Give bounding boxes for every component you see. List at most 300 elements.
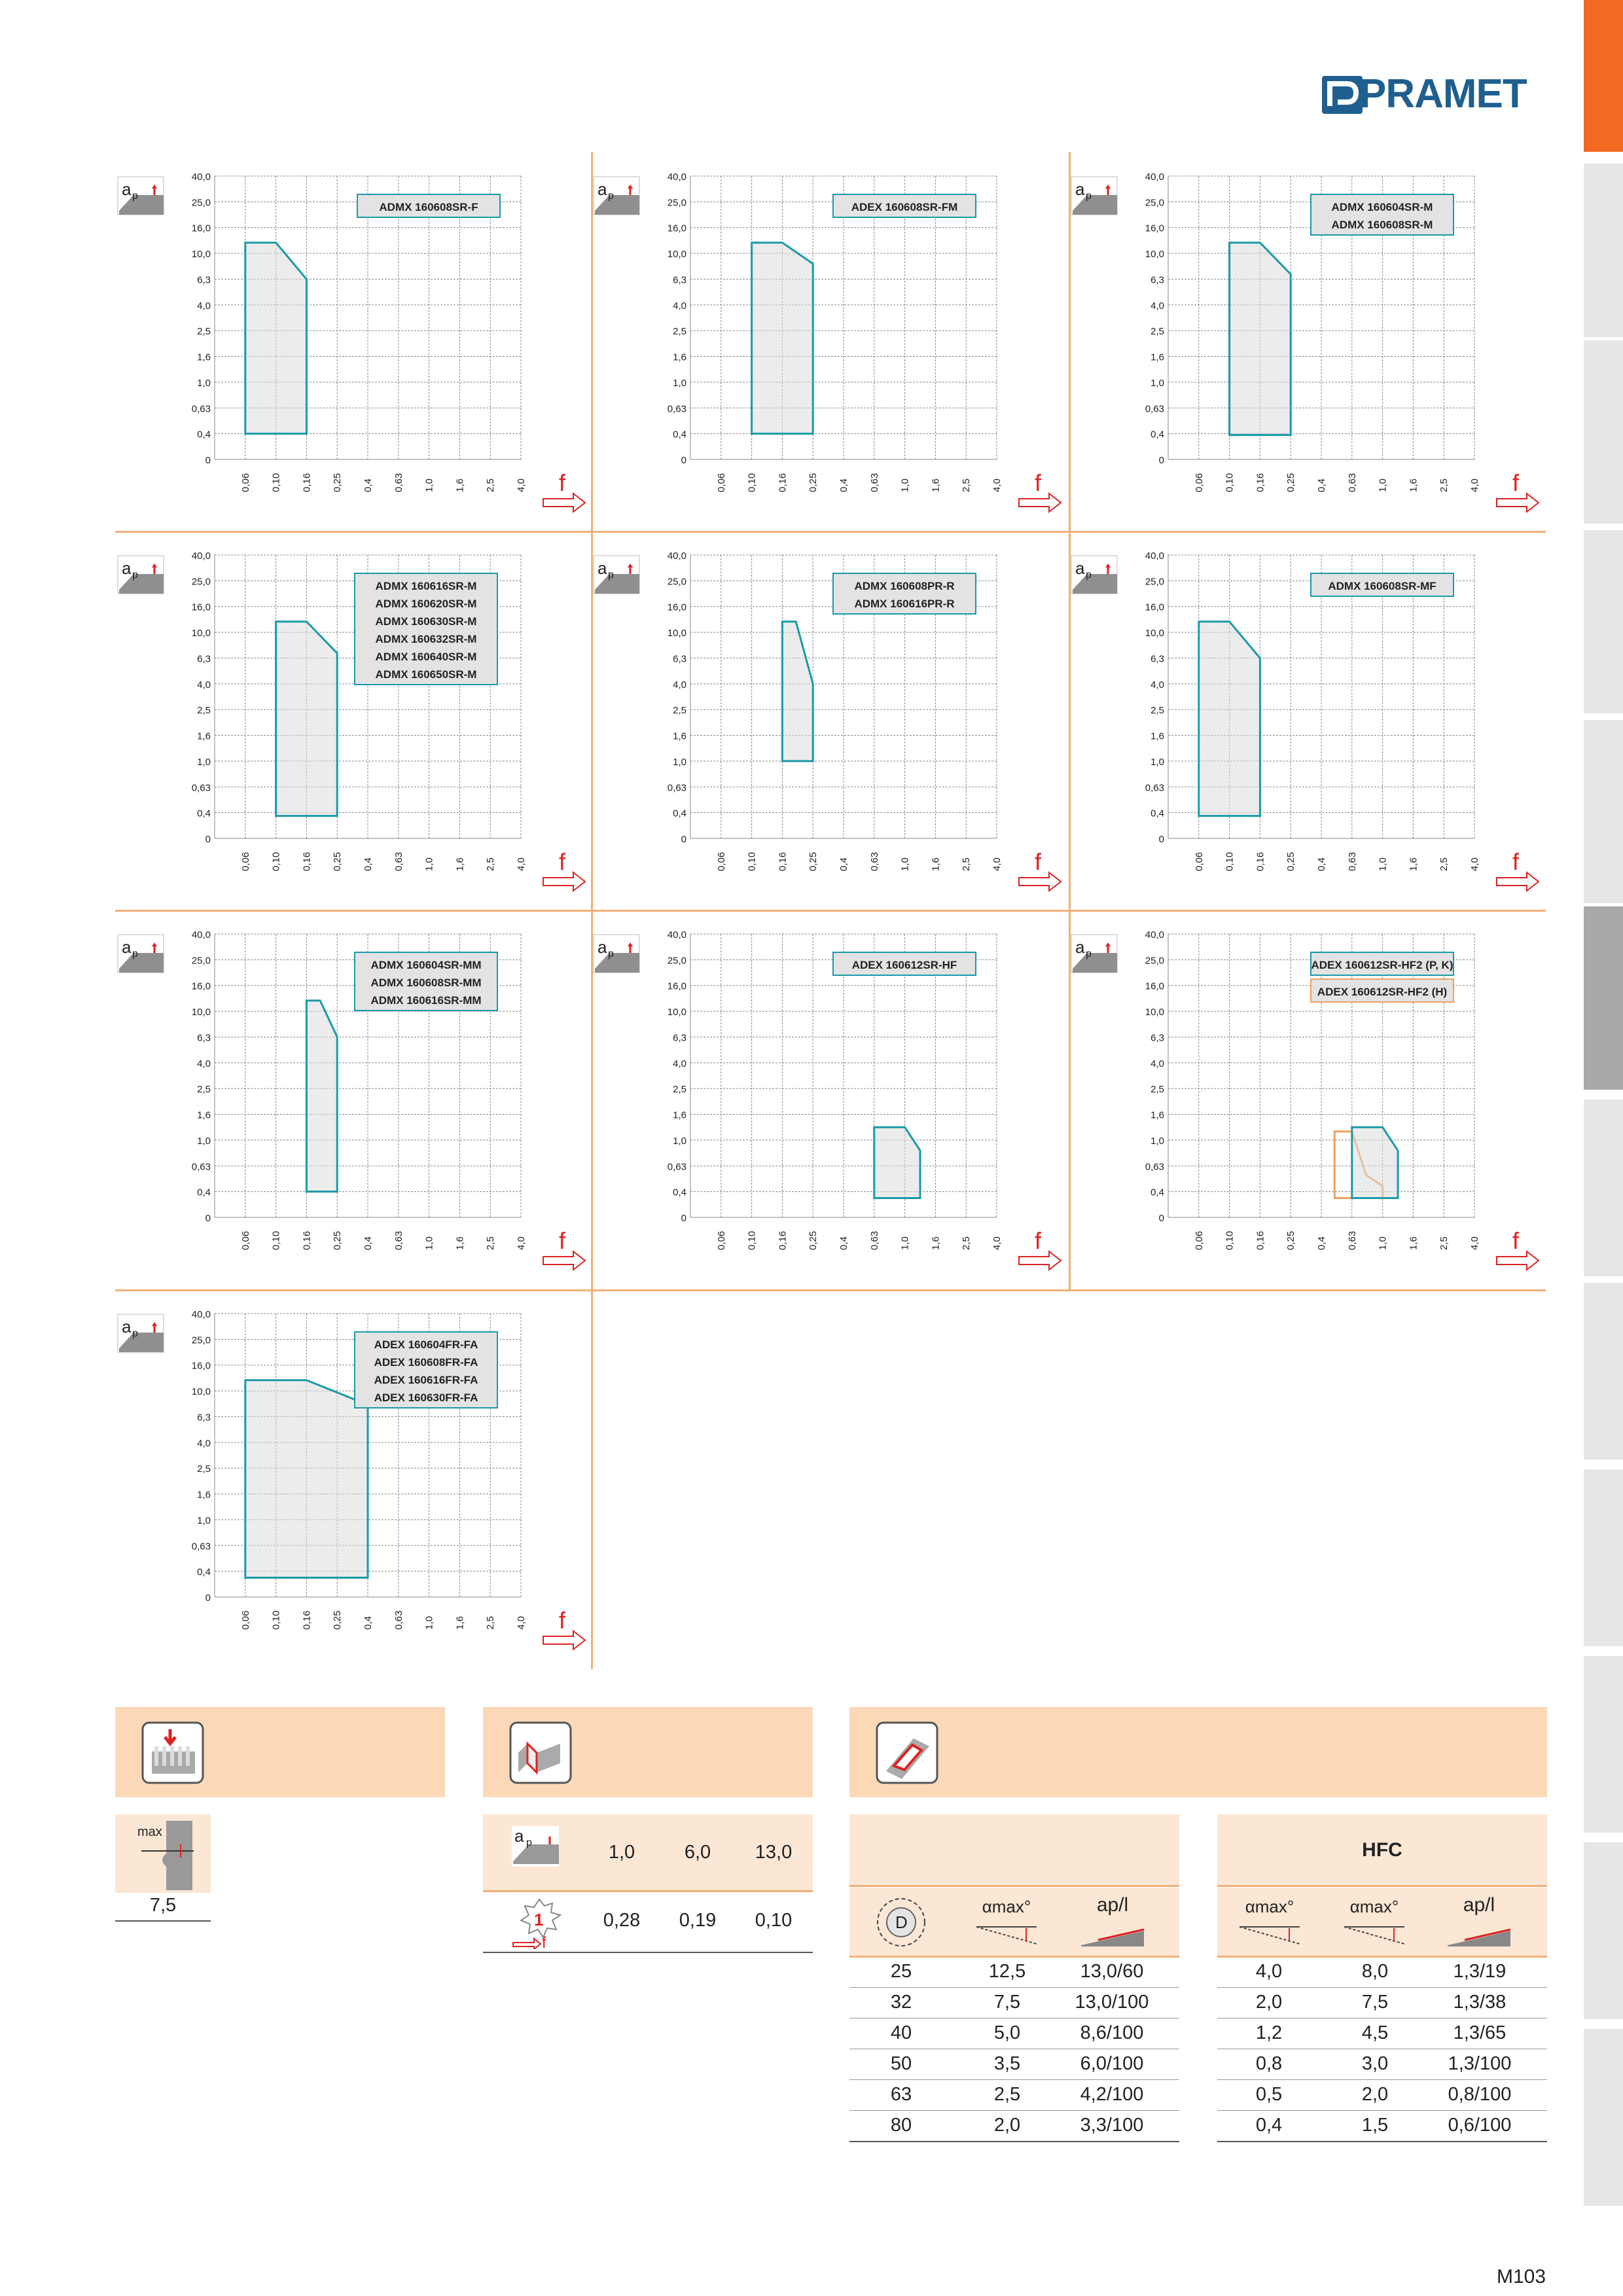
x-tick-label: 0,25: [332, 1610, 344, 1630]
row-divider: [483, 1890, 813, 1892]
y-tick-label: 25,0: [667, 955, 687, 967]
table-cell: 3,3/100: [1080, 2115, 1144, 2136]
table-cell: 0,8: [1255, 2053, 1283, 2074]
y-tick-label: 6,3: [673, 653, 687, 665]
y-tick-label: 2,5: [1150, 705, 1164, 717]
x-tick-label: 4,0: [991, 857, 1003, 871]
svg-text:a: a: [597, 179, 607, 199]
y-tick-label: 16,0: [191, 223, 211, 234]
x-tick-label: 1,6: [454, 1236, 466, 1250]
ap-f-chart: [591, 910, 1067, 1289]
y-tick-label: 1,6: [197, 1489, 211, 1501]
y-tick-label: 6,3: [1150, 1032, 1164, 1044]
x-tick-label: 4,0: [516, 478, 527, 492]
y-tick-label: 1,0: [1150, 756, 1164, 768]
ap-value: 13,0: [755, 1842, 793, 1863]
ap-f-chart: [115, 1289, 591, 1668]
ap-depth-icon: [594, 177, 639, 215]
insert-label: ADEX 160612SR-HF: [851, 959, 957, 971]
y-tick-label: 0: [205, 455, 211, 466]
brand-name: PRAMET: [1359, 71, 1527, 117]
x-tick-label: 0,63: [868, 852, 880, 871]
side-tab: [1584, 164, 1623, 337]
row-divider: [1217, 1956, 1547, 1958]
y-tick-label: 40,0: [667, 550, 687, 562]
feed-arrow-icon: [1497, 872, 1539, 891]
y-tick-label: 4,0: [673, 300, 687, 312]
x-tick-label: 0,63: [1346, 473, 1358, 492]
x-tick-label: 1,0: [899, 478, 911, 492]
ap-depth-icon: [509, 1823, 562, 1869]
feed-arrow-icon: [543, 493, 585, 512]
insert-label: ADMX 160608SR-M: [1331, 219, 1433, 231]
y-tick-label: 6,3: [197, 274, 211, 286]
table-cell: 40: [890, 2022, 912, 2043]
insert-label: ADMX 160650SR-M: [375, 668, 477, 681]
table-cell: 7,5: [993, 1992, 1021, 2013]
insert-label: ADMX 160608SR-MM: [370, 977, 482, 989]
x-tick-label: 2,5: [1438, 478, 1450, 492]
feed-arrow-icon: [1497, 1251, 1539, 1270]
x-tick-label: 2,5: [961, 478, 972, 492]
y-tick-label: 0,63: [1145, 782, 1164, 794]
f-axis-label: f: [1512, 1227, 1520, 1254]
table-cell: 4,0: [1255, 1961, 1283, 1982]
y-tick-label: 6,3: [673, 1032, 687, 1044]
x-tick-label: 1,6: [454, 1616, 466, 1630]
feed-arrow-icon: [543, 872, 585, 891]
table-cell: 80: [890, 2115, 912, 2136]
ap-depth-icon: [118, 177, 164, 215]
y-tick-label: 16,0: [667, 223, 687, 234]
table-cell: 1,2: [1255, 2022, 1283, 2043]
x-tick-label: 0,06: [715, 852, 727, 871]
f-value: 0,19: [679, 1910, 717, 1931]
x-tick-label: 0,16: [1255, 1230, 1266, 1250]
insert-label-box: [357, 194, 500, 217]
x-tick-label: 1,6: [1408, 1236, 1419, 1250]
table-cell: 4,2/100: [1080, 2084, 1144, 2105]
ramping-icon: [140, 1720, 205, 1785]
table-cell: 8,0: [1361, 1961, 1389, 1982]
x-tick-label: 2,5: [1438, 1236, 1450, 1250]
y-tick-label: 25,0: [191, 1335, 211, 1346]
y-tick-label: 0,4: [673, 429, 687, 440]
y-tick-label: 25,0: [1145, 955, 1164, 967]
application-area: [1230, 243, 1291, 435]
x-tick-label: 0,25: [808, 473, 819, 492]
svg-text:a: a: [597, 937, 607, 957]
x-tick-label: 1,0: [1377, 478, 1389, 492]
ap-f-chart: [591, 152, 1067, 531]
insert-label: ADMX 160632SR-M: [375, 633, 477, 645]
table-cell: 0,6/100: [1448, 2115, 1512, 2136]
page-number: M103: [1496, 2266, 1546, 2287]
y-tick-label: 1,6: [673, 1109, 687, 1121]
row-divider: [1217, 1987, 1547, 1988]
y-tick-label: 2,5: [1150, 326, 1164, 338]
y-tick-label: 25,0: [1145, 197, 1164, 209]
svg-text:a: a: [122, 558, 132, 578]
application-area: [306, 1001, 337, 1192]
insert-label: ADEX 160608FR-FA: [374, 1356, 478, 1369]
y-tick-label: 0: [205, 1213, 211, 1224]
x-tick-label: 1,6: [930, 478, 942, 492]
insert-label: ADMX 160608SR-MF: [1328, 580, 1436, 592]
x-tick-label: 4,0: [991, 1236, 1003, 1250]
x-tick-label: 4,0: [1469, 857, 1480, 871]
y-tick-label: 0,63: [191, 1161, 211, 1173]
table-cell: 25: [890, 1961, 912, 1982]
y-tick-label: 1,6: [1150, 730, 1164, 742]
x-tick-label: 0,06: [1193, 852, 1205, 871]
y-tick-label: 40,0: [1145, 171, 1164, 183]
panel1-value: 7,5: [149, 1895, 177, 1916]
y-tick-label: 10,0: [667, 1007, 687, 1018]
y-tick-label: 2,5: [197, 326, 211, 338]
x-tick-label: 0,06: [240, 852, 251, 871]
row-divider: [849, 1956, 1179, 1958]
ramp-angle-icon: [1342, 1922, 1407, 1948]
x-tick-label: 0,10: [746, 852, 758, 871]
x-tick-label: 0,4: [838, 1236, 849, 1250]
side-tab: [1584, 1283, 1623, 1460]
y-tick-label: 6,3: [197, 1032, 211, 1044]
ramp-angle-icon: [1237, 1922, 1302, 1948]
x-tick-label: 0,25: [332, 1230, 344, 1250]
application-area: [276, 622, 338, 816]
y-tick-label: 1,0: [1150, 1135, 1164, 1147]
table-cell: 2,5: [993, 2084, 1021, 2105]
x-tick-label: 0,16: [1255, 852, 1266, 871]
insert-label-box: [1311, 952, 1454, 1002]
ap-depth-icon: [118, 1314, 164, 1352]
side-tab-active: [1584, 0, 1623, 152]
y-tick-label: 40,0: [191, 929, 211, 941]
y-tick-label: 16,0: [1145, 601, 1164, 613]
svg-text:a: a: [122, 179, 132, 199]
y-tick-label: 2,5: [673, 705, 687, 717]
y-tick-label: 40,0: [1145, 550, 1164, 562]
table-cell: 8,6/100: [1080, 2022, 1144, 2043]
table-cell: 4,5: [1361, 2022, 1389, 2043]
side-tab: [1584, 530, 1623, 713]
insert-label: ADMX 160640SR-M: [375, 651, 477, 663]
x-tick-label: 0,06: [240, 1230, 251, 1250]
chart-grid: [690, 934, 997, 1217]
feed-arrow-icon: [1019, 493, 1061, 512]
ramp-angle-icon: [974, 1922, 1039, 1948]
row-divider: [849, 2141, 1179, 2142]
x-tick-label: 0,4: [838, 857, 849, 871]
f-axis-label: f: [559, 1607, 566, 1634]
table-cell: 3,5: [993, 2053, 1021, 2074]
application-area: [1199, 622, 1260, 816]
insert-label: ADMX 160616PR-R: [854, 598, 955, 610]
svg-text:a: a: [597, 558, 607, 578]
y-tick-label: 0,63: [191, 782, 211, 794]
x-tick-label: 0,63: [393, 852, 404, 871]
x-tick-label: 0,16: [301, 473, 313, 492]
x-tick-label: 0,16: [777, 852, 789, 871]
y-tick-label: 16,0: [667, 601, 687, 613]
ap-f-chart: [591, 531, 1067, 910]
insert-label: ADEX 160630FR-FA: [374, 1391, 478, 1404]
x-tick-label: 4,0: [516, 1616, 527, 1630]
svg-text:a: a: [1075, 179, 1085, 199]
side-tab: [1584, 1469, 1623, 1646]
y-tick-label: 4,0: [673, 1058, 687, 1069]
svg-text:a: a: [122, 1317, 132, 1336]
table-cell: 5,0: [993, 2022, 1021, 2043]
y-tick-label: 1,6: [673, 351, 687, 363]
y-tick-label: 25,0: [667, 576, 687, 588]
x-tick-label: 0,25: [1285, 473, 1297, 492]
y-tick-label: 16,0: [191, 1360, 211, 1372]
svg-text:p: p: [608, 569, 614, 581]
x-tick-label: 1,6: [454, 857, 466, 871]
y-tick-label: 6,3: [197, 1412, 211, 1424]
y-tick-label: 0: [205, 1592, 211, 1604]
y-tick-label: 40,0: [191, 171, 211, 183]
y-tick-label: 10,0: [667, 628, 687, 639]
ap-l-header: ap/l: [1463, 1894, 1495, 1916]
x-tick-label: 0,4: [1316, 857, 1327, 871]
insert-label: ADMX 160604SR-M: [1331, 201, 1433, 213]
y-tick-label: 0,63: [667, 403, 687, 415]
max-label: max: [137, 1825, 162, 1839]
svg-text:p: p: [132, 190, 138, 202]
x-tick-label: 0,10: [746, 473, 758, 492]
x-tick-label: 1,0: [1377, 857, 1389, 871]
table-cell: 7,5: [1361, 1992, 1389, 2013]
y-tick-label: 40,0: [667, 171, 687, 183]
side-tab: [1584, 1100, 1623, 1276]
alpha-max-header: αmax°: [1349, 1897, 1399, 1916]
table-cell: 1,5: [1361, 2115, 1389, 2136]
ap-depth-icon: [1071, 556, 1117, 594]
panel3-header-bg: [849, 1814, 1179, 1885]
side-tab: [1584, 1842, 1623, 2019]
y-tick-label: 4,0: [1150, 300, 1164, 312]
y-tick-label: 0,4: [197, 429, 211, 440]
y-tick-label: 0,63: [1145, 403, 1164, 415]
feed-arrow-icon: [1019, 872, 1061, 891]
insert-label: ADEX 160612SR-HF2 (P, K): [1311, 959, 1454, 971]
ap-depth-icon: [118, 935, 164, 973]
x-tick-label: 2,5: [961, 857, 972, 871]
x-tick-label: 4,0: [1469, 1236, 1480, 1250]
table-cell: 63: [890, 2084, 912, 2105]
svg-text:a: a: [122, 937, 132, 957]
insert-label: ADMX 160620SR-M: [375, 598, 477, 610]
side-tab: [1584, 340, 1623, 524]
y-tick-label: 0,4: [673, 808, 687, 819]
divider: [591, 1289, 593, 1669]
y-tick-label: 1,0: [673, 1135, 687, 1147]
x-tick-label: 2,5: [485, 1236, 497, 1250]
x-tick-label: 1,6: [1408, 857, 1419, 871]
insert-label-box: [355, 952, 497, 1011]
svg-text:a: a: [514, 1826, 524, 1846]
x-tick-label: 0,25: [1285, 852, 1297, 871]
y-tick-label: 2,5: [673, 1084, 687, 1096]
y-tick-label: 25,0: [191, 197, 211, 209]
svg-text:p: p: [1086, 948, 1092, 960]
y-tick-label: 0,4: [1150, 1187, 1164, 1198]
x-tick-label: 0,4: [838, 478, 849, 492]
x-tick-label: 0,10: [270, 1610, 282, 1630]
table-cell: 1,3/38: [1453, 1992, 1507, 2013]
x-tick-label: 0,16: [777, 1230, 789, 1250]
y-tick-label: 1,6: [197, 730, 211, 742]
x-tick-label: 2,5: [961, 1236, 972, 1250]
x-tick-label: 2,5: [485, 1616, 497, 1630]
y-tick-label: 2,5: [673, 326, 687, 338]
feed-arrow-icon: [543, 1251, 585, 1270]
x-tick-label: 1,0: [423, 1236, 435, 1250]
x-tick-label: 0,25: [808, 1230, 819, 1250]
table-cell: 6,0/100: [1080, 2053, 1144, 2074]
table-cell: 0,8/100: [1448, 2084, 1512, 2105]
slotting-icon: [508, 1720, 573, 1785]
y-tick-label: 0: [1158, 834, 1164, 845]
y-tick-label: 10,0: [191, 249, 211, 260]
insert-label: ADMX 160608PR-R: [854, 580, 955, 592]
y-tick-label: 25,0: [667, 197, 687, 209]
insert-label: ADEX 160604FR-FA: [374, 1338, 478, 1351]
f-axis-label: f: [1512, 469, 1520, 496]
row-divider: [1217, 1885, 1547, 1887]
side-tab: [1584, 2029, 1623, 2206]
y-tick-label: 1,0: [197, 1515, 211, 1526]
y-tick-label: 16,0: [191, 980, 211, 992]
ap-l-header: ap/l: [1096, 1894, 1129, 1916]
x-tick-label: 0,25: [332, 852, 344, 871]
y-tick-label: 10,0: [1145, 249, 1164, 260]
y-tick-label: 40,0: [667, 929, 687, 941]
y-tick-label: 0: [681, 1213, 687, 1224]
y-tick-label: 0,63: [667, 1161, 687, 1173]
x-tick-label: 0,4: [363, 478, 374, 492]
feed-per-tooth-icon: [510, 1897, 569, 1949]
panel-header-3: [849, 1707, 1547, 1797]
f-axis-label: f: [1035, 469, 1042, 496]
table-cell: 13,0/100: [1075, 1992, 1149, 2013]
y-tick-label: 0,63: [191, 403, 211, 415]
table-cell: 0,4: [1255, 2115, 1283, 2136]
x-tick-label: 0,16: [301, 1230, 313, 1250]
y-tick-label: 16,0: [667, 980, 687, 992]
table-cell: 1,3/100: [1448, 2053, 1512, 2074]
table-cell: 32: [890, 1992, 912, 2013]
y-tick-label: 0: [1158, 455, 1164, 466]
insert-label-box: [1311, 194, 1454, 235]
insert-label: ADMX 160608SR-F: [379, 201, 478, 213]
y-tick-label: 1,6: [1150, 1109, 1164, 1121]
insert-label-box: [833, 573, 976, 614]
application-area: [782, 622, 813, 761]
application-area: [874, 1127, 920, 1198]
y-tick-label: 1,6: [197, 351, 211, 363]
svg-text:p: p: [1086, 190, 1092, 202]
application-area: [752, 243, 813, 434]
y-tick-label: 10,0: [667, 249, 687, 260]
ap-f-chart: [115, 152, 591, 531]
y-tick-label: 0,4: [673, 1187, 687, 1198]
y-tick-label: 25,0: [191, 955, 211, 967]
y-tick-label: 0: [681, 834, 687, 845]
f-value: 0,10: [755, 1910, 793, 1931]
x-tick-label: 0,25: [1285, 1230, 1297, 1250]
y-tick-label: 0,63: [191, 1541, 211, 1552]
y-tick-label: 6,3: [197, 653, 211, 665]
y-tick-label: 10,0: [191, 628, 211, 639]
x-tick-label: 0,06: [715, 1230, 727, 1250]
svg-text:p: p: [1086, 569, 1092, 581]
table-cell: 2,0: [1255, 1992, 1283, 2013]
y-tick-label: 0,4: [197, 808, 211, 819]
insert-label-box: [355, 573, 497, 685]
ap-f-chart: [1069, 531, 1544, 910]
ap-l-icon: [1445, 1920, 1513, 1948]
svg-text:p: p: [526, 1837, 532, 1848]
panel1-icon-box: [115, 1814, 211, 1893]
y-tick-label: 0,63: [1145, 1161, 1164, 1173]
table-cell: 2,0: [993, 2115, 1021, 2136]
y-tick-label: 10,0: [191, 1007, 211, 1018]
table-cell: 1,3/65: [1453, 2022, 1507, 2043]
y-tick-label: 6,3: [1150, 274, 1164, 286]
panel4-title: HFC: [1362, 1839, 1402, 1861]
y-tick-label: 1,0: [197, 756, 211, 768]
insert-label: ADEX 160608SR-FM: [851, 201, 958, 213]
x-tick-label: 0,10: [1224, 852, 1236, 871]
x-tick-label: 1,0: [899, 857, 911, 871]
y-tick-label: 0: [1158, 1213, 1164, 1224]
y-tick-label: 0: [205, 834, 211, 845]
y-tick-label: 0,4: [1150, 808, 1164, 819]
ap-f-chart: [115, 531, 591, 910]
insert-label-box: [355, 1332, 497, 1408]
x-tick-label: 0,63: [868, 1230, 880, 1250]
x-tick-label: 0,06: [240, 1610, 251, 1630]
x-tick-label: 1,6: [930, 1236, 942, 1250]
y-tick-label: 4,0: [673, 679, 687, 691]
y-tick-label: 25,0: [191, 576, 211, 588]
chart-grid: [690, 176, 997, 459]
x-tick-label: 0,4: [1316, 478, 1327, 492]
x-tick-label: 1,0: [423, 1616, 435, 1630]
f-axis-label: f: [1512, 848, 1520, 875]
row-divider: [849, 2110, 1179, 2111]
chart-grid: [1168, 934, 1474, 1217]
insert-label: ADMX 160630SR-M: [375, 615, 477, 628]
y-tick-label: 2,5: [1150, 1084, 1164, 1096]
table-cell: 12,5: [988, 1961, 1026, 1982]
count-label: 1: [534, 1910, 544, 1929]
x-tick-label: 0,10: [1224, 1230, 1236, 1250]
y-tick-label: 0,4: [197, 1566, 211, 1578]
f-value: 0,28: [603, 1910, 641, 1931]
x-tick-label: 1,6: [1408, 478, 1419, 492]
x-tick-label: 1,6: [454, 478, 466, 492]
svg-text:p: p: [608, 190, 614, 202]
alpha-max-header: αmax°: [1245, 1897, 1294, 1916]
y-tick-label: 16,0: [191, 601, 211, 613]
y-tick-label: 4,0: [1150, 679, 1164, 691]
y-tick-label: 1,0: [1150, 377, 1164, 389]
